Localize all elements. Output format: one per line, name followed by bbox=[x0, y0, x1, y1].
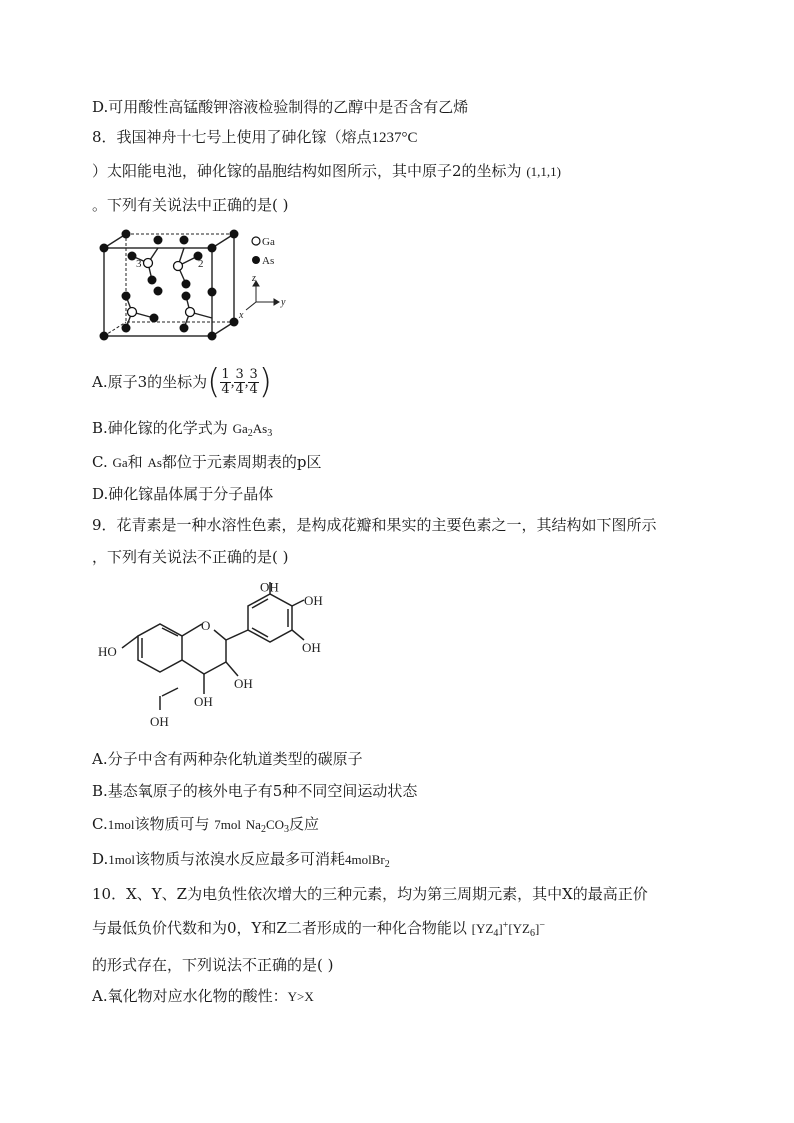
axis-y-label: y bbox=[281, 297, 286, 308]
q10-stem-line-2 bbox=[92, 918, 545, 939]
oh-label-b4: OH bbox=[304, 593, 323, 608]
q10-stem-line-3: 的形式存在，下列说法不正确的是( ) bbox=[92, 956, 334, 974]
open-paren-icon: ( bbox=[207, 362, 221, 402]
fraction-2: $\frac{3}{4}$ bbox=[235, 366, 244, 397]
q9-option-d-prefix: D. bbox=[92, 850, 109, 868]
anthocyanin-structure-figure bbox=[98, 578, 338, 740]
q10-ion-formula: $[YZ_4]^+[YZ_6]^-$ bbox=[471, 920, 545, 939]
q8-option-c-and: 和 bbox=[127, 453, 143, 471]
q9-stem-line-1: 9．花青素是一种水溶性色素，是构成花瓣和果实的主要色素之一，其结构如下图所示 bbox=[92, 516, 657, 534]
q9-option-c-formula: $Na_2CO_3$ bbox=[245, 817, 289, 835]
q9-stem-line-2: ，下列有关说法不正确的是( ) bbox=[92, 548, 289, 566]
ho-label-a: HO bbox=[98, 644, 117, 659]
legend-as: As bbox=[262, 255, 275, 267]
q9-option-b: B.基态氧原子的核外电子有5种不同空间运动状态 bbox=[92, 782, 418, 800]
q7-option-d: D.可用酸性高锰酸钾溶液检验制得的乙醇中是否含有乙烯 bbox=[92, 98, 469, 116]
gaas-unit-cell-figure bbox=[96, 226, 296, 346]
fraction-3: $\frac{3}{4}$ bbox=[249, 366, 258, 397]
q9-option-c bbox=[92, 814, 319, 835]
q8-stem-line-3: 。下列有关说法中正确的是( ) bbox=[92, 196, 289, 214]
atom-2-label: 2 bbox=[198, 258, 204, 270]
q8-stem-text: 8．我国神舟十七号上使用了砷化镓（熔点 bbox=[92, 128, 372, 146]
q8-option-a: A.原子3的坐标为( $\frac{1}{4}$ , $\frac{3}{4}$ , $\frac{3}{4}$ ) bbox=[92, 362, 273, 402]
q8-option-d: D.砷化镓晶体属于分子晶体 bbox=[92, 485, 274, 503]
q10-stem-text-2: 与最低负价代数和为0，Y和Z二者形成的一种化合物能以 bbox=[92, 919, 467, 937]
q8-option-c-text: 都位于元素周期表的p区 bbox=[161, 453, 322, 471]
q10-option-a-text: A.氧化物对应水化物的酸性： bbox=[92, 987, 288, 1005]
q10-stem-line-1: 10．X、Y、Z为电负性依次增大的三种元素，均为第三周期元素，其中X的最高正价 bbox=[92, 885, 648, 903]
q9-option-d-mol: 1mol bbox=[108, 852, 135, 867]
atom-3-label: 3 bbox=[136, 258, 142, 270]
q8-coordinate: (1,1,1) bbox=[526, 164, 561, 179]
q8-stem-line-2 bbox=[92, 161, 561, 182]
legend-ga: Ga bbox=[262, 236, 275, 248]
q8-option-c-prefix: C. bbox=[92, 453, 108, 471]
q8-option-c-ga: Ga bbox=[112, 455, 128, 470]
fraction-1: $\frac{1}{4}$ bbox=[221, 366, 230, 397]
oh-label-a5: OH bbox=[150, 714, 169, 729]
oh-label-c4: OH bbox=[194, 694, 213, 709]
oh-label-c3: OH bbox=[234, 676, 253, 691]
q9-option-d bbox=[92, 849, 390, 870]
q9-option-c-mol: 1mol bbox=[107, 817, 135, 832]
q8-stem-text-2: ）太阳能电池，砷化镓的晶胞结构如图所示，其中原子2的坐标为 bbox=[92, 162, 522, 180]
q9-option-c-amount: 7mol bbox=[214, 817, 241, 832]
q9-option-c-prefix: C. bbox=[92, 815, 108, 833]
q9-option-d-text: 该物质与浓溴水反应最多可消耗 bbox=[135, 850, 346, 868]
q9-option-a: A.分子中含有两种杂化轨道类型的碳原子 bbox=[92, 750, 363, 768]
q8-melting-point: 1237°C bbox=[371, 130, 418, 146]
q8-stem-line-1 bbox=[92, 127, 418, 148]
q10-option-a bbox=[92, 986, 314, 1007]
q9-option-c-suffix: 反应 bbox=[289, 815, 320, 833]
ring-oxygen-label: O bbox=[201, 618, 211, 633]
close-paren-icon: ) bbox=[258, 362, 273, 402]
q8-option-c-as: As bbox=[147, 455, 162, 470]
q8-option-b-text: B.砷化镓的化学式为 bbox=[92, 419, 228, 437]
q8-option-c bbox=[92, 452, 322, 473]
q9-option-c-text: 该物质可与 bbox=[134, 815, 210, 833]
axis-x-label: x bbox=[239, 310, 244, 321]
oh-label-b5: OH bbox=[302, 640, 321, 655]
q8-option-b-formula: $Ga_2As_3$ bbox=[232, 421, 273, 439]
q9-option-d-amount: 4molBr$_2$ bbox=[345, 852, 390, 870]
q8-option-a-text: A.原子3的坐标为 bbox=[92, 373, 208, 391]
q10-option-a-expr: Y>X bbox=[287, 989, 314, 1004]
q8-option-b bbox=[92, 418, 272, 439]
axis-z-label: z bbox=[252, 273, 256, 284]
oh-label-b3: OH bbox=[260, 579, 279, 595]
